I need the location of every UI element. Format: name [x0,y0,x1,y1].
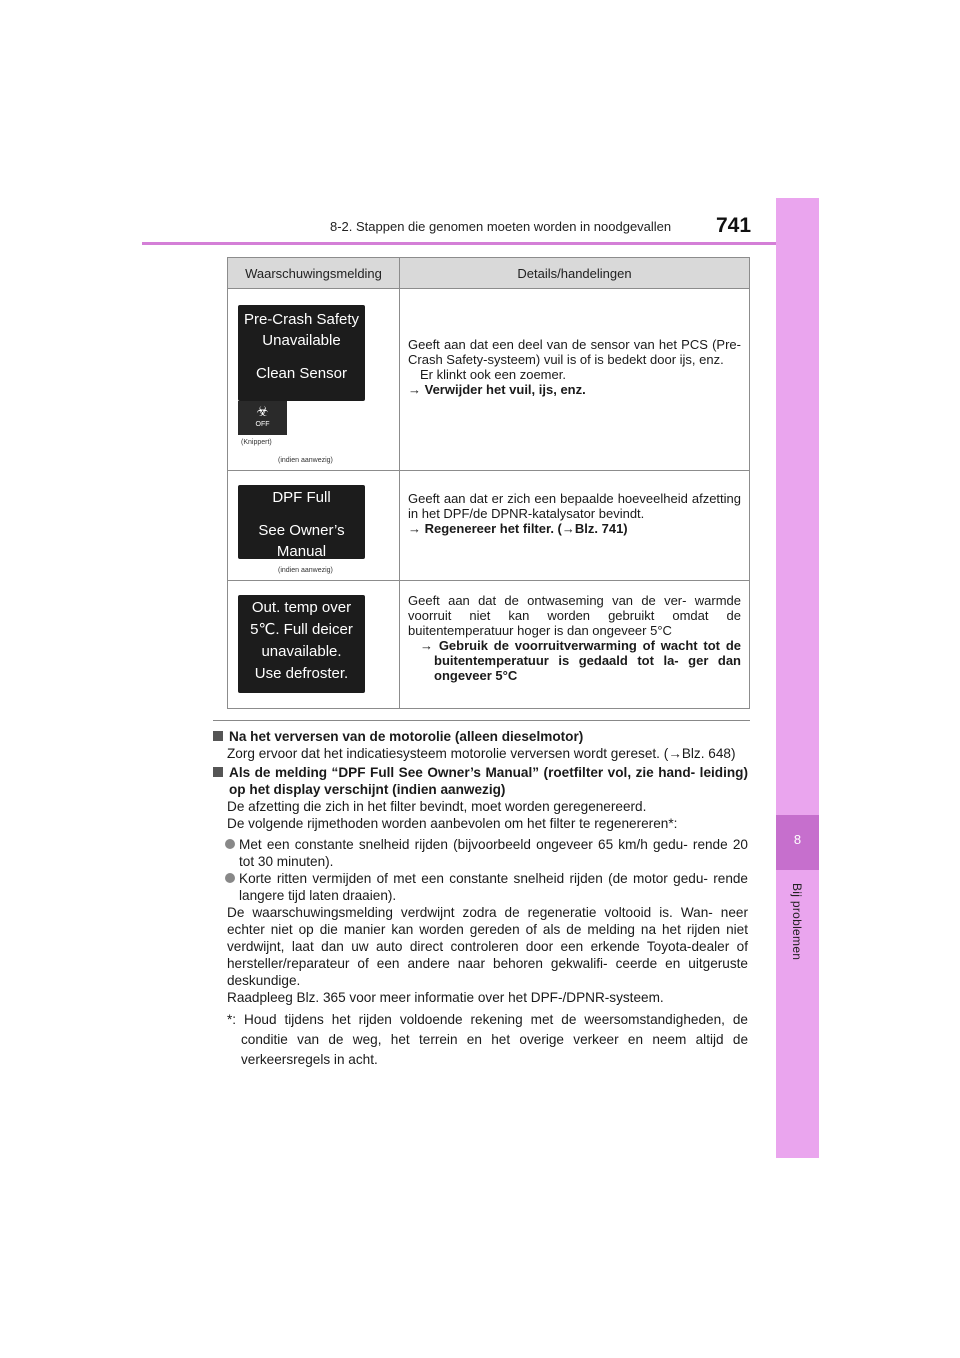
section-heading [213,764,748,798]
screen-line: Use defroster. [254,665,349,682]
details-text: Geeft aan dat er zich een bepaalde hoeveelheid afzetting in het DPF/de DPNR-katalysator bevindt. [408,491,741,521]
list-item [213,836,748,870]
details-action: → Regenereer het filter. (→Blz. 741) [408,521,628,536]
section-text: De afzetting die zich in het filter bevindt, moet worden geregenereerd. [227,799,647,814]
section-text: Raadpleeg Blz. 365 voor meer informatie over het DPF-/DPNR-systeem. [227,990,664,1005]
col-header-warning: Waarschuwingsmelding [228,258,400,289]
table-row [228,581,750,709]
table-row [228,289,750,471]
bullet-icon [225,839,235,849]
details-text: Geeft aan dat een deel van de sensor van het PCS (Pre-Crash Safety-systeem) vuil is of is bedekt door ijs, enz. [408,337,741,367]
pcs-off-icon: ☣ OFF [238,401,287,435]
screen-spacer [238,351,365,363]
side-tab-label: Bij problemen [790,883,804,961]
section-text: De waarschuwingsmelding verdwijnt zodra de regeneratie voltooid is. Wan- neer echter niet op die manier kan worden gereden of als de melding na het rijden niet verdwijnt, laat dan uw auto direct controleren door een erkende Toyota-dealer of hersteller/reparateur of een andere naar behoren gekwalifi- ceerde en uitgeruste deskundige. [227,905,748,988]
screen-line: See Owner’s Manual [258,522,345,560]
section-heading-text: Als de melding “DPF Full See Owner’s Manual” (roetfilter vol, zie hand- leiding) op het display verschijnt (indien aanwezig) [229,765,748,797]
square-bullet-icon [213,767,223,777]
side-tab [776,198,819,1158]
screen-line: Out. temp over [251,599,352,616]
footnote: *: Houd tijdens het rijden voldoende rekening met de weersomstandigheden, de conditie van de weg, het terrein en het overige verkeer en neem altijd de verkeersregels in acht. [227,1012,748,1067]
body-text [213,728,748,1070]
details-subtext: Er klinkt ook een zoemer. [420,367,566,382]
screen-line: unavailable. [261,643,342,660]
section-text: Zorg ervoor dat het indicatiesysteem motorolie verversen wordt gereset. (→Blz. 648) [227,746,736,761]
bullet-icon [225,873,235,883]
screen-line: Pre-Crash Safety [243,311,360,328]
square-bullet-icon [213,731,223,741]
screen-line: DPF Full [272,489,331,506]
display-screen [238,305,365,401]
page-number: 741 [716,214,752,237]
display-screen [238,595,365,693]
screen-line: Unavailable [262,332,341,349]
availability-note: (indien aanwezig) [278,567,333,574]
warning-table [227,257,750,709]
side-tab-number: 8 [793,832,802,847]
warning-image-cell [228,471,400,581]
details-cell [400,289,750,471]
section-text: De volgende rijmethoden worden aanbevolen om het filter te regenereren*: [227,816,678,831]
section-divider [213,720,750,721]
details-action: → Gebruik de voorruitverwarming of wacht tot de buitentemperatuur is gedaald tot la- ger dan ongeveer 5°C [420,638,741,683]
warning-image-cell [228,581,400,709]
blink-note: (Knippert) [241,439,272,446]
header-rule [142,242,790,245]
header-title: 8-2. Stappen die genomen moeten worden in noodgevallen [330,219,672,234]
details-text: Geeft aan dat de ontwaseming van de ver- warmde voorruit niet kan worden gebruikt omdat de buitentemperatuur hoger is dan ongeveer 5°C [408,593,741,638]
availability-note: (indien aanwezig) [278,457,333,464]
list-item-text: Korte ritten vermijden of met een constante snelheid rijden (de motor gedu- rende langere tijd laten draaien). [239,871,748,903]
warning-image-cell [228,289,400,471]
screen-line: Clean Sensor [256,365,347,382]
details-action: → Verwijder het vuil, ijs, enz. [408,382,586,397]
section-heading [213,728,748,745]
list-item [213,870,748,904]
details-cell [400,471,750,581]
screen-line: 5℃. Full deicer [250,621,353,638]
screen-spacer [238,508,365,520]
display-screen [238,485,365,559]
details-cell [400,581,750,709]
icon-label: OFF [255,421,270,428]
col-header-details: Details/handelingen [400,258,750,289]
list-item-text: Met een constante snelheid rijden (bijvoorbeeld ongeveer 65 km/h gedu- rende 20 tot 30 minuten). [239,837,748,869]
section-heading-text: Na het verversen van de motorolie (alleen dieselmotor) [229,729,584,744]
table-row [228,471,750,581]
